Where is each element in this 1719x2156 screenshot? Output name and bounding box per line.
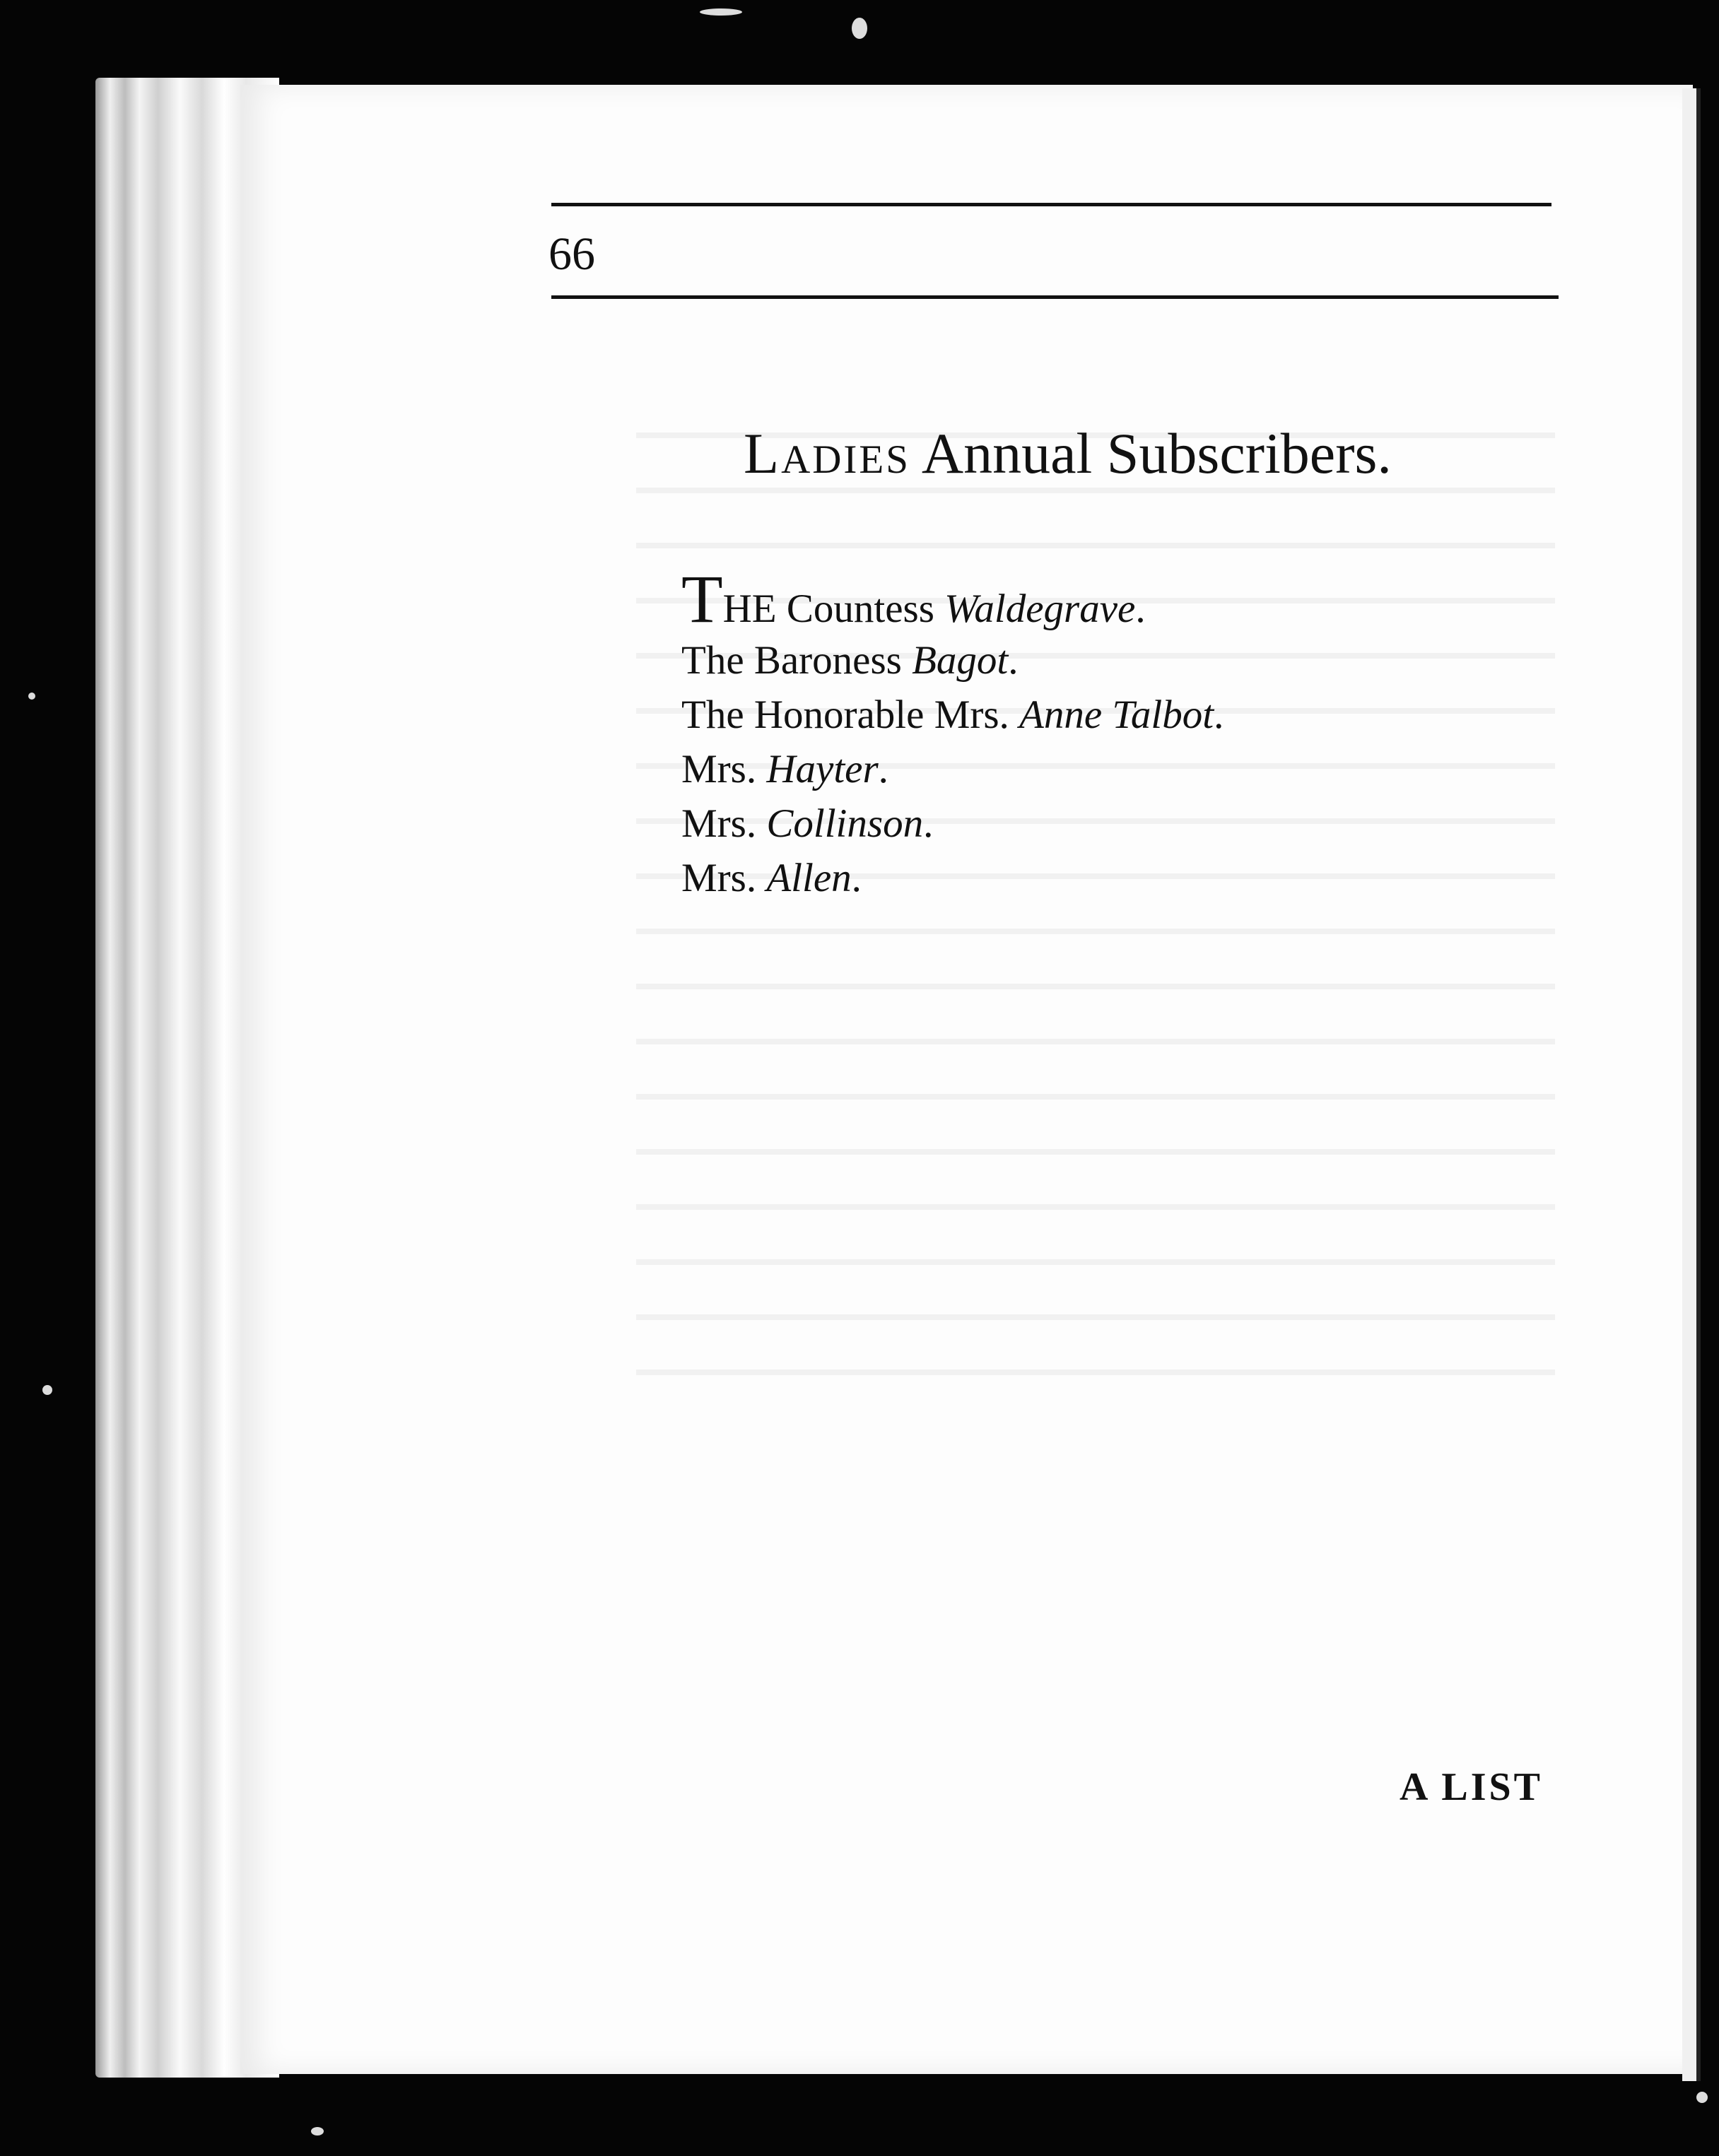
entry-suffix: . [1214,693,1224,737]
section-heading [744,420,1392,487]
entry-name: Allen [766,856,852,900]
list-item [681,633,1224,688]
subscriber-list [681,561,1224,905]
entry-suffix: . [851,856,862,900]
list-item [681,688,1224,742]
list-item [681,851,1224,905]
entry-suffix: . [923,801,934,846]
show-through [636,396,1555,1420]
dust-speck [28,693,35,700]
dust-speck [700,8,742,16]
dust-speck [42,1385,52,1395]
entry-suffix: . [1008,638,1019,683]
list-item [681,796,1224,851]
list-item [681,742,1224,796]
entry-prefix: The Baroness [681,638,902,683]
entry-name: Anne Talbot [1019,693,1214,737]
drop-cap: T [681,561,723,637]
dust-speck [311,2127,324,2136]
page-number: 66 [548,228,595,280]
entry-prefix: Mrs. [681,747,757,791]
entry-prefix: HE Countess [722,587,934,631]
heading-rest: Annual Subscribers. [921,421,1392,485]
entry-prefix: Mrs. [681,856,757,900]
entry-name: Waldegrave [944,587,1136,631]
entry-name: Collinson [766,801,924,846]
entry-name: Hayter [766,747,879,791]
entry-suffix: . [878,747,888,791]
entry-name: Bagot [912,638,1009,683]
catchword: A LIST [1400,1765,1543,1809]
page-right-edge [1682,88,1701,2081]
heading-small-caps: Ladies [744,421,910,485]
header-rule-top [551,203,1551,206]
entry-suffix: . [1135,587,1146,631]
header-rule-bottom [551,295,1559,299]
list-item [681,561,1224,637]
entry-prefix: Mrs. [681,801,757,846]
dust-speck [852,18,867,39]
entry-prefix: The Honorable Mrs. [681,693,1009,737]
dust-speck [1696,2092,1708,2103]
